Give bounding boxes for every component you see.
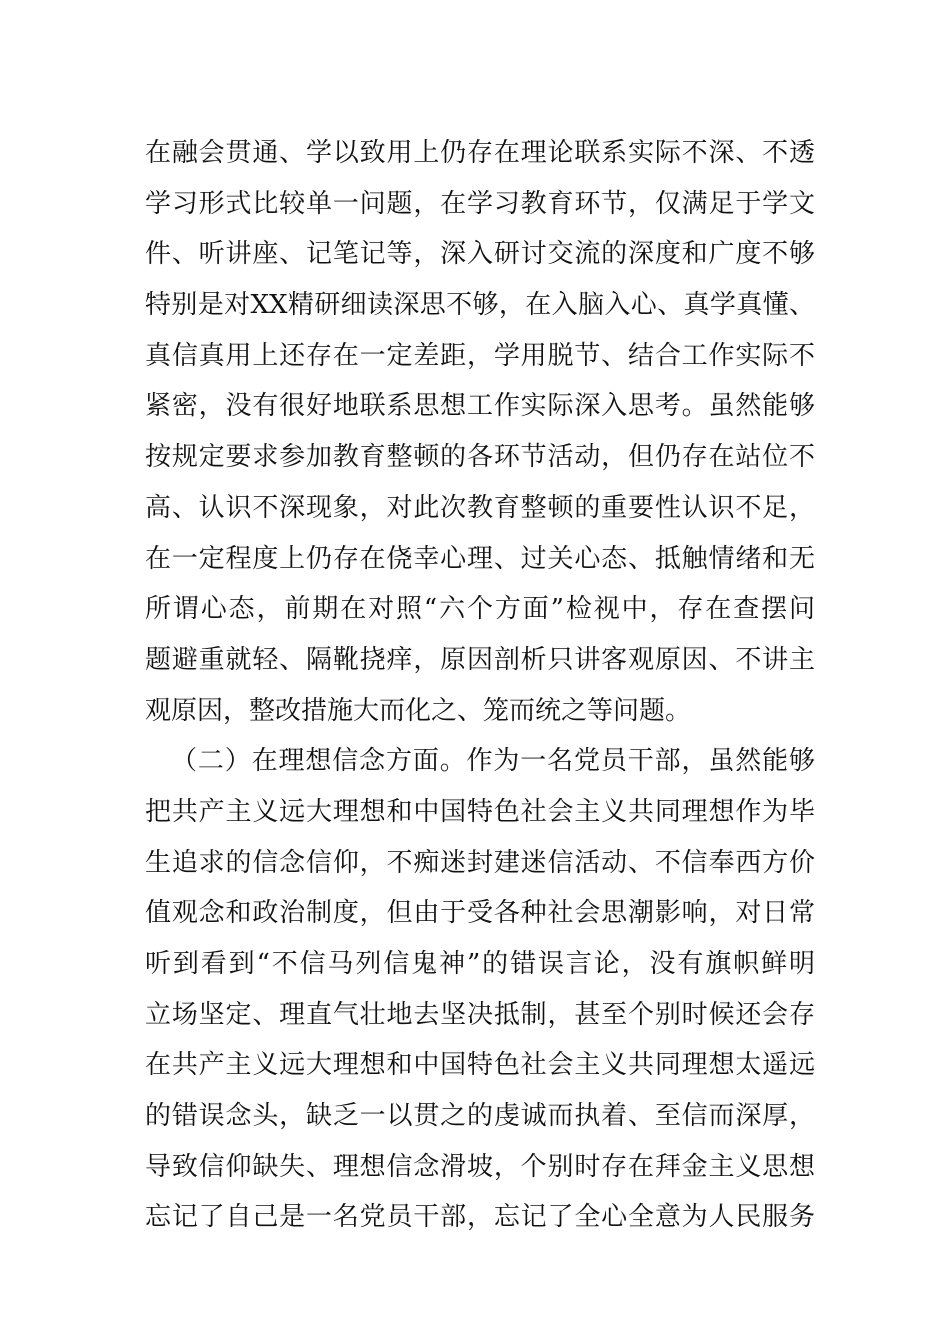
text-line: 忘记了自己是一名党员干部，忘记了全心全意为人民服务 xyxy=(145,1202,815,1233)
text-line: 件、听讲座、记笔记等，深入研讨交流的深度和广度不够 xyxy=(145,239,815,270)
text-line: 在共产主义远大理想和中国特色社会主义共同理想太遥远 xyxy=(145,1050,815,1081)
text-line: 值观念和政治制度，但由于受各种社会思潮影响，对日常 xyxy=(145,898,815,929)
text-line: 真信真用上还存在一定差距，学用脱节、结合工作实际不 xyxy=(145,340,815,371)
text-line: 立场坚定、理直气壮地去坚决抵制，甚至个别时候还会存 xyxy=(145,999,815,1030)
text-line: 的错误念头，缺乏一以贯之的虔诚而执着、至信而深厚， xyxy=(145,1101,815,1132)
text-line: 高、认识不深现象，对此次教育整顿的重要性认识不足， xyxy=(145,492,815,523)
text-line: 观原因，整改措施大而化之、笼而统之等问题。 xyxy=(145,695,692,726)
text-line: 题避重就轻、隔靴挠痒，原因剖析只讲客观原因、不讲主 xyxy=(145,644,815,675)
text-line: 学习形式比较单一问题，在学习教育环节，仅满足于学文 xyxy=(145,188,815,219)
text-line: 在融会贯通、学以致用上仍存在理论联系实际不深、不透 xyxy=(145,138,815,168)
text-line: 把共产主义远大理想和中国特色社会主义共同理想作为毕 xyxy=(145,796,815,827)
text-line: 特别是对XX精研细读深思不够，在入脑入心、真学真懂、 xyxy=(145,290,815,321)
text-line: 在一定程度上仍存在侥幸心理、过关心态、抵触情绪和无 xyxy=(145,543,815,574)
text-line: 生追求的信念信仰，不痴迷封建迷信活动、不信奉西方价 xyxy=(145,847,815,878)
body-text xyxy=(145,128,815,1243)
text-line: 按规定要求参加教育整顿的各环节活动，但仍存在站位不 xyxy=(145,442,815,473)
text-line: 所谓心态，前期在对照“六个方面”检视中，存在查摆问 xyxy=(145,594,815,625)
text-line: 导致信仰缺失、理想信念滑坡，个别时存在拜金主义思想 xyxy=(145,1151,815,1182)
text-line: 听到看到“不信马列信鬼神”的错误言论，没有旗帜鲜明 xyxy=(145,949,815,979)
text-line: 紧密，没有很好地联系思想工作实际深入思考。虽然能够 xyxy=(145,391,815,422)
paragraph-heading-line: （二）在理想信念方面。作为一名党员干部，虽然能够 xyxy=(171,746,815,777)
